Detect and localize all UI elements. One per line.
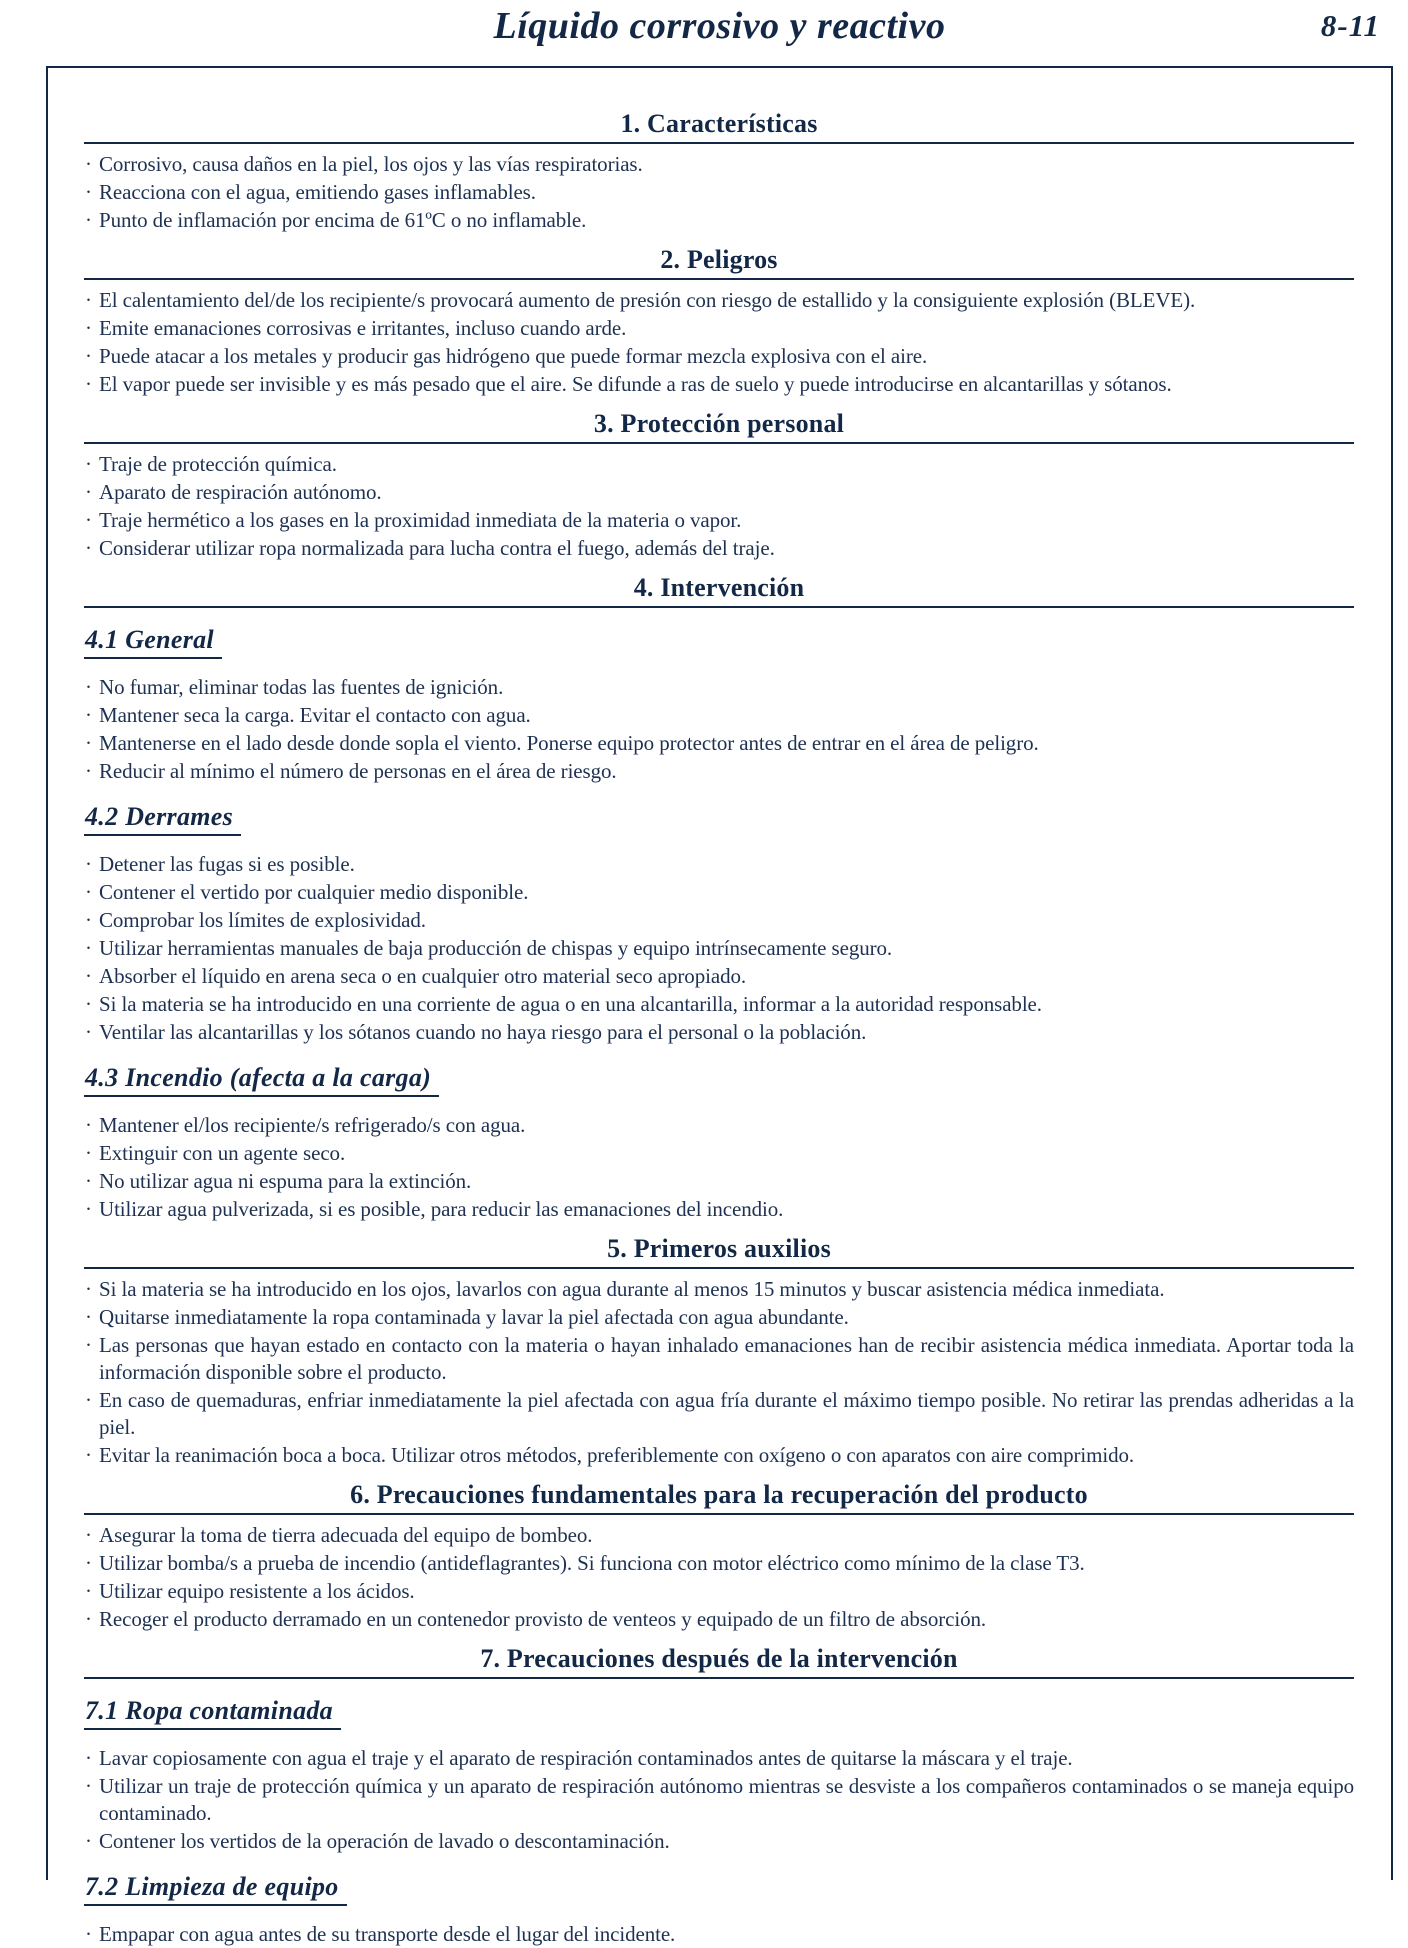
section-6-precauciones-recuperacion — [84, 1480, 1354, 1633]
bullet-item: · Quitarse inmediatamente la ropa contaminada y lavar la piel afectada con agua abundante. — [84, 1304, 1354, 1331]
bullet-item: · El vapor puede ser invisible y es más pesado que el aire. Se difunde a ras de suelo y puede introducirse en alcantarillas y sótanos. — [84, 371, 1354, 398]
section-heading-2-peligros: 2. Peligros — [660, 245, 778, 274]
bullet-item: · Considerar utilizar ropa normalizada para lucha contra el fuego, además del traje. — [84, 535, 1354, 562]
bullet-item: · En caso de quemaduras, enfriar inmediatamente la piel afectada con agua fría durante el máximo tiempo posible. No retirar las prendas adheridas a la piel. — [84, 1387, 1354, 1441]
bullet-item: · Contener los vertidos de la operación de lavado o descontaminación. — [84, 1828, 1354, 1855]
bullet-item: · Lavar copiosamente con agua el traje y el aparato de respiración contaminados antes de quitarse la máscara y el traje. — [84, 1745, 1354, 1772]
bullet-list-7-2-limpieza-de-equipo — [84, 1921, 1354, 1948]
bullet-item: · Utilizar agua pulverizada, si es posible, para reducir las emanaciones del incendio. — [84, 1196, 1354, 1223]
section-heading-4-3-incendio: 4.3 Incendio (afecta a la carga) — [84, 1063, 439, 1097]
section-7-1-ropa-contaminada — [84, 1696, 1354, 1855]
heading-rule — [84, 442, 1354, 444]
section-heading-4-intervencion: 4. Intervención — [633, 573, 805, 602]
bullet-item: · El calentamiento del/de los recipiente/s provocará aumento de presión con riesgo de estallido y la consiguiente explosión (BLEVE). — [84, 287, 1354, 314]
section-heading-5-primeros-auxilios: 5. Primeros auxilios — [607, 1234, 831, 1263]
bullet-item: · Puede atacar a los metales y producir gas hidrógeno que puede formar mezcla explosiva con el aire. — [84, 343, 1354, 370]
bullet-item: · Reacciona con el agua, emitiendo gases inflamables. — [84, 179, 1354, 206]
heading-rule — [84, 1513, 1354, 1515]
bullet-item: · Contener el vertido por cualquier medio disponible. — [84, 879, 1354, 906]
bullet-list-4-2-derrames — [84, 851, 1354, 1046]
bullet-list-5-primeros-auxilios — [84, 1276, 1354, 1469]
bullet-item: · Asegurar la toma de tierra adecuada del equipo de bombeo. — [84, 1522, 1354, 1549]
bullet-item: · Extinguir con un agente seco. — [84, 1140, 1354, 1167]
section-heading-7-2-limpieza-de-equipo: 7.2 Limpieza de equipo — [84, 1872, 347, 1906]
bullet-list-2-peligros — [84, 287, 1354, 398]
bullet-list-4-3-incendio — [84, 1112, 1354, 1223]
document-body — [46, 66, 1393, 1946]
section-heading-3-proteccion-personal: 3. Protección personal — [593, 409, 845, 438]
bullet-item: · Recoger el producto derramado en un contenedor provisto de venteos y equipado de un filtro de absorción. — [84, 1606, 1354, 1633]
section-4-intervencion — [84, 573, 1354, 608]
bullet-item: · Mantener el/los recipiente/s refrigerado/s con agua. — [84, 1112, 1354, 1139]
bullet-item: · Corrosivo, causa daños en la piel, los ojos y las vías respiratorias. — [84, 151, 1354, 178]
heading-rule — [84, 278, 1354, 280]
bullet-item: · Punto de inflamación por encima de 61ºC o no inflamable. — [84, 207, 1354, 234]
bullet-item: · Utilizar herramientas manuales de baja producción de chispas y equipo intrínsecamente seguro. — [84, 935, 1354, 962]
bullet-item: · Si la materia se ha introducido en los ojos, lavarlos con agua durante al menos 15 minutos y buscar asistencia médica inmediata. — [84, 1276, 1354, 1303]
bullet-item: · No fumar, eliminar todas las fuentes de ignición. — [84, 674, 1354, 701]
bullet-list-1-caracteristicas — [84, 151, 1354, 234]
section-heading-6-precauciones-recuperacion: 6. Precauciones fundamentales para la recuperación del producto — [350, 1480, 1088, 1509]
bullet-list-6-precauciones-recuperacion — [84, 1522, 1354, 1633]
section-1-caracteristicas — [84, 109, 1354, 234]
bullet-item: · Utilizar bomba/s a prueba de incendio (antideflagrantes). Si funciona con motor eléctrico como mínimo de la clase T3. — [84, 1550, 1354, 1577]
section-4-1-general — [84, 625, 1354, 785]
bullet-item: · Emite emanaciones corrosivas e irritantes, incluso cuando arde. — [84, 315, 1354, 342]
page-number: 8-11 — [1320, 8, 1380, 43]
section-4-2-derrames — [84, 802, 1354, 1046]
bullet-item: · Mantener seca la carga. Evitar el contacto con agua. — [84, 702, 1354, 729]
section-7-precauciones-despues — [84, 1644, 1354, 1679]
bullet-item: · Utilizar equipo resistente a los ácidos. — [84, 1578, 1354, 1605]
bullet-item: · Utilizar un traje de protección química y un aparato de respiración autónomo mientras se desviste a los compañeros contaminados o se maneja equipo contaminado. — [84, 1773, 1354, 1827]
bullet-item: · Las personas que hayan estado en contacto con la materia o hayan inhalado emanaciones han de recibir asistencia médica inmediata. Aportar toda la información disponible sobre el producto. — [84, 1332, 1354, 1386]
section-3-proteccion-personal — [84, 409, 1354, 562]
bullet-item: · Mantenerse en el lado desde donde sopla el viento. Ponerse equipo protector antes de entrar en el área de peligro. — [84, 730, 1354, 757]
section-7-2-limpieza-de-equipo — [84, 1872, 1354, 1948]
section-heading-1-caracteristicas: 1. Características — [620, 109, 818, 138]
section-4-3-incendio — [84, 1063, 1354, 1223]
section-5-primeros-auxilios — [84, 1234, 1354, 1469]
section-2-peligros — [84, 245, 1354, 398]
bullet-item: · Ventilar las alcantarillas y los sótanos cuando no haya riesgo para el personal o la población. — [84, 1019, 1354, 1046]
bullet-item: · Absorber el líquido en arena seca o en cualquier otro material seco apropiado. — [84, 963, 1354, 990]
bullet-item: · Traje de protección química. — [84, 451, 1354, 478]
document-title: Líquido corrosivo y reactivo — [493, 5, 946, 47]
bullet-item: · Empapar con agua antes de su transporte desde el lugar del incidente. — [84, 1921, 1354, 1948]
bullet-list-7-1-ropa-contaminada — [84, 1745, 1354, 1855]
section-heading-7-1-ropa-contaminada: 7.1 Ropa contaminada — [84, 1696, 341, 1730]
bullet-item: · Comprobar los límites de explosividad. — [84, 907, 1354, 934]
bullet-list-3-proteccion-personal — [84, 451, 1354, 562]
bullet-item: · Evitar la reanimación boca a boca. Utilizar otros métodos, preferiblemente con oxígeno o con aparatos con aire comprimido. — [84, 1442, 1354, 1469]
heading-rule — [84, 606, 1354, 608]
bullet-list-4-1-general — [84, 674, 1354, 785]
bullet-item: · Si la materia se ha introducido en una corriente de agua o en una alcantarilla, informar a la autoridad responsable. — [84, 991, 1354, 1018]
section-heading-4-2-derrames: 4.2 Derrames — [84, 802, 241, 836]
bullet-item: · Reducir al mínimo el número de personas en el área de riesgo. — [84, 758, 1354, 785]
page-header — [46, 4, 1393, 48]
heading-rule — [84, 142, 1354, 144]
bullet-item: · No utilizar agua ni espuma para la extinción. — [84, 1168, 1354, 1195]
section-heading-4-1-general: 4.1 General — [84, 625, 222, 659]
bullet-item: · Detener las fugas si es posible. — [84, 851, 1354, 878]
heading-rule — [84, 1267, 1354, 1269]
bullet-item: · Traje hermético a los gases en la proximidad inmediata de la materia o vapor. — [84, 507, 1354, 534]
heading-rule — [84, 1677, 1354, 1679]
bullet-item: · Aparato de respiración autónomo. — [84, 479, 1354, 506]
section-heading-7-precauciones-despues: 7. Precauciones después de la intervención — [480, 1644, 958, 1673]
